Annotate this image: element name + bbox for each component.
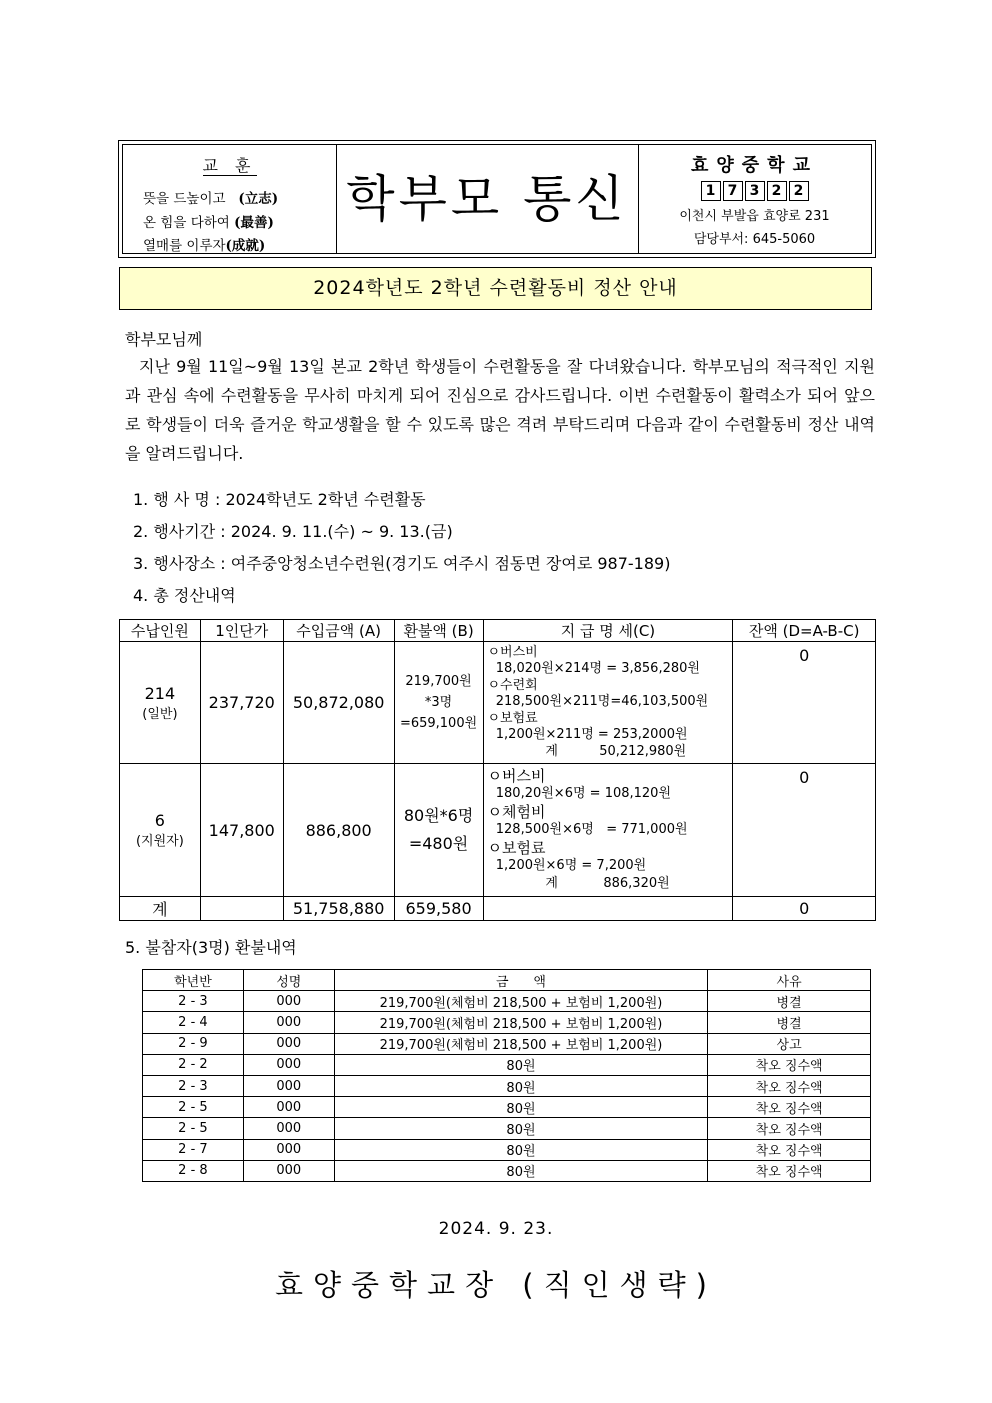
table-row [143, 1054, 871, 1075]
amount-cell: 219,700원(체험비 218,500 + 보험비 1,200원) [334, 991, 707, 1012]
reason-cell: 착오 징수액 [708, 1160, 871, 1181]
refund-table [142, 969, 871, 1182]
amount-cell: 80원 [334, 1160, 707, 1181]
refund-header-row [143, 970, 871, 991]
principal-signature: 효양중학교장 (직인생략) [275, 1268, 717, 1302]
amount-cell: 80원 [334, 1075, 707, 1096]
count-cell: 214 (일반) [120, 642, 201, 764]
table-row [143, 1160, 871, 1181]
zip-code: 1 7 3 2 2 [638, 181, 871, 201]
column-header: 수납인원 [120, 620, 201, 642]
class-cell: 2 - 3 [143, 1075, 244, 1096]
reason-cell: 착오 징수액 [708, 1075, 871, 1096]
motto-line-3: 열매를 이루자(成就) [143, 238, 266, 254]
total-income: 51,758,880 [283, 897, 394, 921]
total-refund: 659,580 [394, 897, 483, 921]
letterhead-inner [122, 144, 872, 254]
reason-cell: 착오 징수액 [708, 1097, 871, 1118]
body-paragraph: 지난 9월 11일~9월 13일 본교 2학년 학생들이 수련활동을 잘 다녀왔습니다. 학부모님의 적극적인 지원과 관심 속에 수련활동을 무사히 마치게 되어 진심으로 감사드립니다. 이번 수련활동이 활력소가 되어 앞으로 학생들이 더욱 즐거운 학교생활을 할 수 있도록 많은 격려 부탁드리며 다음과 같이 수련활동비 정산 내역을 알려드립니다. [125, 357, 875, 463]
payment-detail-cell: ㅇ버스비 18,020원×214명 = 3,856,280원 ㅇ수련회 218,500원×211명=46,103,500원 ㅇ보험료 1,200원×211명 = 253,2000원 계 50,212,980원 [483, 642, 733, 764]
count-cell: 6 (지원자) [120, 764, 201, 897]
amount-cell: 80원 [334, 1097, 707, 1118]
name-cell: 000 [243, 1033, 334, 1054]
reason-cell: 착오 징수액 [708, 1139, 871, 1160]
unit-price-cell: 237,720 [200, 642, 283, 764]
name-cell: 000 [243, 1160, 334, 1181]
motto-line-2: 온 힘을 다하여 (最善) [143, 215, 274, 231]
reason-cell: 착오 징수액 [708, 1118, 871, 1139]
total-unit [200, 897, 283, 921]
item-event-place: 3. 행사장소 : 여주중앙청소년수련원(경기도 여주시 점동면 장여로 987-189) [133, 554, 671, 573]
balance-cell: 0 [733, 642, 876, 764]
school-address: 이천시 부발읍 효양로 231 [679, 209, 830, 224]
class-cell: 2 - 5 [143, 1118, 244, 1139]
total-label: 계 [120, 897, 201, 921]
amount-cell: 80원 [334, 1139, 707, 1160]
school-motto [123, 145, 337, 253]
amount-cell: 219,700원(체험비 218,500 + 보험비 1,200원) [334, 1012, 707, 1033]
column-header: 금 액 [334, 970, 707, 991]
letterhead [118, 140, 876, 258]
newsletter-title: 학부모 통신 [336, 145, 639, 253]
table-header-row [120, 620, 876, 642]
table-row [143, 1012, 871, 1033]
table-row [143, 1097, 871, 1118]
refund-cell: 219,700원 *3명 =659,100원 [394, 642, 483, 764]
name-cell: 000 [243, 1097, 334, 1118]
class-cell: 2 - 3 [143, 991, 244, 1012]
document-date: 2024. 9. 23. [438, 1219, 554, 1239]
table-row [120, 642, 876, 764]
column-header: 지 급 명 세(C) [483, 620, 733, 642]
class-cell: 2 - 7 [143, 1139, 244, 1160]
item-event-name: 1. 행 사 명 : 2024학년도 2학년 수련활동 [133, 490, 426, 509]
reason-cell: 병결 [708, 1012, 871, 1033]
amount-cell: 80원 [334, 1118, 707, 1139]
table-row [143, 991, 871, 1012]
refund-heading: 5. 불참자(3명) 환불내역 [125, 938, 297, 957]
table-row [143, 1033, 871, 1054]
amount-cell: 80원 [334, 1054, 707, 1075]
notice-title: 2024학년도 2학년 수련활동비 정산 안내 [119, 267, 872, 310]
total-balance: 0 [733, 897, 876, 921]
column-header: 환불액 (B) [394, 620, 483, 642]
refund-rows [143, 991, 871, 1182]
income-cell: 50,872,080 [283, 642, 394, 764]
name-cell: 000 [243, 1012, 334, 1033]
class-cell: 2 - 5 [143, 1097, 244, 1118]
school-info [638, 145, 871, 253]
motto-line-1: 뜻을 드높이고 (立志) [143, 191, 279, 207]
table-row [120, 764, 876, 897]
name-cell: 000 [243, 991, 334, 1012]
column-header: 수입금액 (A) [283, 620, 394, 642]
income-cell: 886,800 [283, 764, 394, 897]
name-cell: 000 [243, 1118, 334, 1139]
name-cell: 000 [243, 1075, 334, 1096]
class-cell: 2 - 8 [143, 1160, 244, 1181]
reason-cell: 상고 [708, 1033, 871, 1054]
school-phone: 담당부서: 645-5060 [693, 232, 816, 247]
total-detail [483, 897, 733, 921]
column-header: 성명 [243, 970, 334, 991]
name-cell: 000 [243, 1054, 334, 1075]
payment-detail-cell: ㅇ버스비 180,20원×6명 = 108,120원 ㅇ체험비 128,500원×6명 = 771,000원 ㅇ보험료 1,200원×6명 = 7,200원 계 886,320원 [483, 764, 733, 897]
motto-title: 교 훈 [202, 156, 257, 175]
name-cell: 000 [243, 1139, 334, 1160]
unit-price-cell: 147,800 [200, 764, 283, 897]
class-cell: 2 - 2 [143, 1054, 244, 1075]
column-header: 잔액 (D=A-B-C) [733, 620, 876, 642]
item-event-period: 2. 행사기간 : 2024. 9. 11.(수) ~ 9. 13.(금) [133, 522, 453, 541]
settlement-table [119, 619, 876, 921]
column-header: 학년반 [143, 970, 244, 991]
table-row [143, 1139, 871, 1160]
table-row [143, 1118, 871, 1139]
item-settlement-heading: 4. 총 정산내역 [133, 586, 236, 605]
class-cell: 2 - 9 [143, 1033, 244, 1054]
amount-cell: 219,700원(체험비 218,500 + 보험비 1,200원) [334, 1033, 707, 1054]
refund-cell: 80원*6명 =480원 [394, 764, 483, 897]
balance-cell: 0 [733, 764, 876, 897]
school-name: 효양중학교 [691, 155, 818, 176]
greeting: 학부모님께 [125, 330, 203, 349]
reason-cell: 병결 [708, 991, 871, 1012]
column-header: 사유 [708, 970, 871, 991]
total-row [120, 897, 876, 921]
class-cell: 2 - 4 [143, 1012, 244, 1033]
table-row [143, 1075, 871, 1096]
column-header: 1인단가 [200, 620, 283, 642]
reason-cell: 착오 징수액 [708, 1054, 871, 1075]
